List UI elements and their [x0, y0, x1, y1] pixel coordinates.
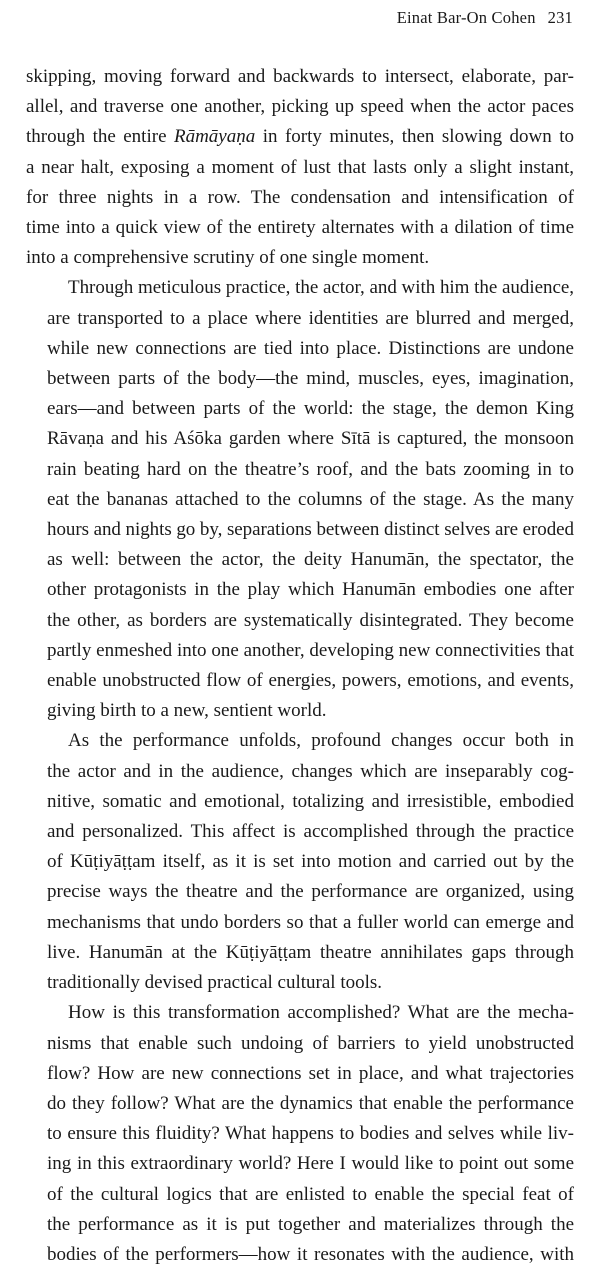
- text-line: flow? How are new connections set in place, and what trajectories: [47, 1062, 574, 1084]
- text-line: while new connections are tied into place. Distinctions are undone: [47, 337, 574, 359]
- running-head-author: Einat Bar-On Cohen: [396, 8, 536, 27]
- paragraph-4: [26, 998, 574, 1270]
- text-line: ing in this extraordinary world? Here I would like to point out some: [47, 1153, 574, 1175]
- text-line: are transported to a place where identities are blurred and merged,: [47, 307, 574, 329]
- running-head: [397, 8, 573, 28]
- text-line: to ensure this fluidity? What happens to bodies and selves while liv-: [47, 1123, 574, 1145]
- text-line: do they follow? What are the dynamics that enable the performance: [47, 1092, 574, 1114]
- paragraph-1: [26, 62, 574, 273]
- text-line: as well: between the actor, the deity Hanumān, the spectator, the: [47, 549, 574, 571]
- text-line: traditionally devised practical cultural tools.: [47, 972, 383, 994]
- text-line: time into a quick view of the entirety alternates with a dilation of time: [26, 217, 574, 239]
- text-line: ears—and between parts of the world: the stage, the demon King: [47, 398, 574, 420]
- text-line: eat the bananas attached to the columns of the stage. As the many: [47, 488, 574, 510]
- text-line: precise ways the theatre and the performance are organized, using: [47, 881, 574, 903]
- text-line: nitive, somatic and emotional, totalizing and irresistible, embodied: [47, 790, 574, 812]
- text-line: of Kūṭiyāṭṭam itself, as it is set into motion and carried out by the: [47, 851, 574, 873]
- text-line: through the entire Rāmāyaṇa in forty minutes, then slowing down to: [26, 126, 574, 148]
- text-line: partly enmeshed into one another, developing new connectivities that: [47, 639, 574, 661]
- paragraph-3: [26, 726, 574, 998]
- text-line: Rāvaṇa and his Aśōka garden where Sītā is captured, the monsoon: [47, 428, 574, 450]
- text-line: allel, and traverse one another, picking up speed when the actor paces: [26, 96, 574, 118]
- text-line: between parts of the body—the mind, muscles, eyes, imagination,: [47, 368, 574, 390]
- text-line: As the performance unfolds, profound changes occur both in: [68, 730, 574, 752]
- paragraph-2: [26, 273, 574, 726]
- text-line: of the cultural logics that are enlisted to enable the special feat of: [47, 1183, 574, 1205]
- text-line: hours and nights go by, separations between distinct selves are eroded: [47, 519, 574, 541]
- text-line: the other, as borders are systematically disintegrated. They become: [47, 609, 574, 631]
- text-line: giving birth to a new, sentient world.: [47, 700, 327, 722]
- text-line: How is this transformation accomplished? What are the mecha-: [68, 1002, 574, 1024]
- text-line: nisms that enable such undoing of barriers to yield unobstructed: [47, 1032, 574, 1054]
- text-line: rain beating hard on the theatre’s roof, and the bats zooming in to: [47, 458, 574, 480]
- text-line: skipping, moving forward and backwards to intersect, elaborate, par-: [26, 66, 574, 87]
- text-line: mechanisms that undo borders so that a fuller world can emerge and: [47, 911, 574, 933]
- text-line: other protagonists in the play which Hanumān embodies one after: [47, 579, 574, 601]
- text-line: enable unobstructed flow of energies, powers, emotions, and events,: [47, 670, 574, 692]
- text-line: the performance as it is put together and materializes through the: [47, 1213, 574, 1235]
- text-line: live. Hanumān at the Kūṭiyāṭṭam theatre annihilates gaps through: [47, 941, 574, 963]
- text-line: for three nights in a row. The condensation and intensification of: [26, 186, 574, 208]
- text-line: the actor and in the audience, changes which are inseparably cog-: [47, 760, 574, 782]
- page-number: 231: [547, 8, 573, 27]
- body-text: [26, 62, 574, 1270]
- text-line: and personalized. This affect is accomplished through the practice: [47, 821, 574, 843]
- text-line: bodies of the performers—how it resonates with the audience, with: [47, 1243, 574, 1265]
- text-line: into a comprehensive scrutiny of one single moment.: [26, 247, 430, 269]
- text-line: Through meticulous practice, the actor, and with him the audience,: [68, 277, 574, 299]
- text-line: a near halt, exposing a moment of lust that lasts only a slight instant,: [26, 156, 574, 178]
